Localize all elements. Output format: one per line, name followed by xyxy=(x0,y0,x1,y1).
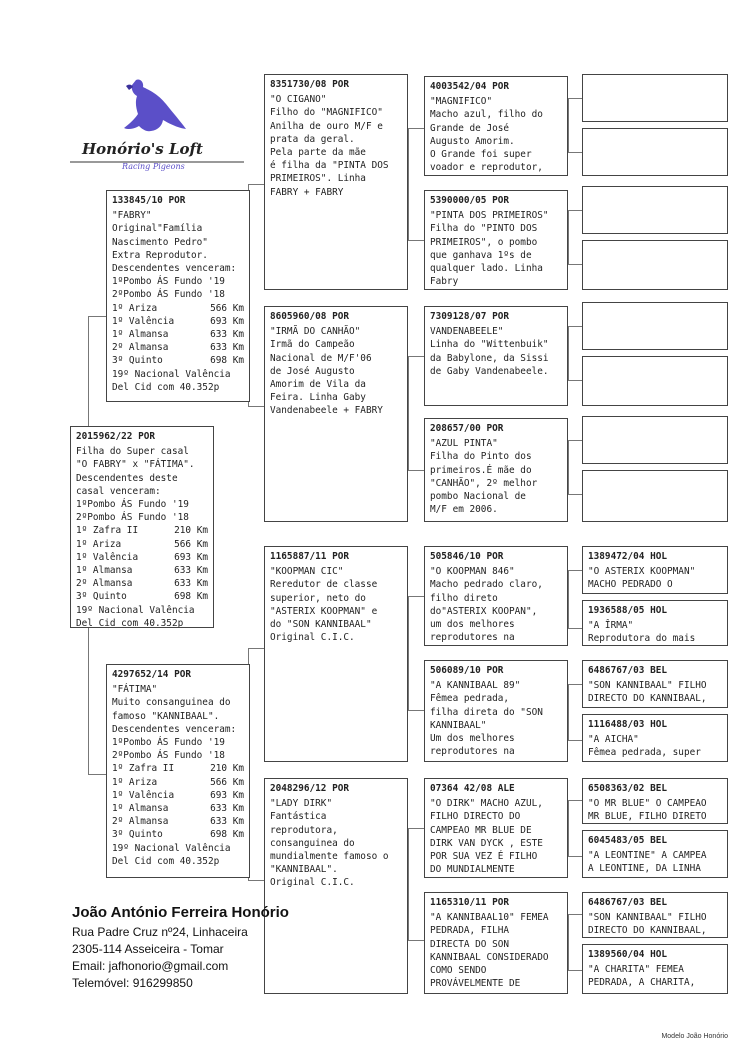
pedigree-notes: "A LEONTINE" A CAMPEA A LEONTINE, DA LINHA xyxy=(588,850,707,875)
connector-line xyxy=(568,494,582,495)
empty-ancestor-card xyxy=(582,416,728,464)
ring-number: 1389472/04 HOL xyxy=(588,551,668,562)
result-row: 1º Almansa 633 Km xyxy=(76,565,208,577)
ancestor-card xyxy=(582,600,728,646)
address-line: Rua Padre Cruz nº24, Linhaceira xyxy=(72,925,248,939)
ring-number: 506089/10 POR xyxy=(430,665,504,676)
empty-ancestor-card xyxy=(582,128,728,176)
result-row: 1º Almansa 633 Km xyxy=(112,803,244,815)
empty-ancestor-card xyxy=(582,356,728,406)
pedigree-notes: "A KANNIBAAL10" FEMEA PEDRADA, FILHA DIRECTA DO SON KANNIBAAL CONSIDERADO COMO SENDO PROVÁVELMENTE DE xyxy=(430,912,549,990)
ancestor-card xyxy=(582,546,728,594)
empty-ancestor-card xyxy=(582,240,728,290)
ring-number: 6045483/05 BEL xyxy=(588,835,668,846)
connector-line xyxy=(568,970,582,971)
ring-number: 6486767/03 BEL xyxy=(588,897,668,908)
template-credit: Modelo João Honório xyxy=(661,1033,728,1040)
connector-line xyxy=(568,210,582,211)
ring-number: 2015962/22 POR xyxy=(76,431,156,442)
pedigree-notes: "KOOPMAN CIC" Reredutor de classe superior, neto do "ASTERIX KOOPMAN" e do "SON KANNIBAAL" Original C.I.C. xyxy=(270,566,378,644)
pedigree-notes: "MAGNIFICO" Macho azul, filho do Grande de José Augusto Amorim. O Grande foi super voador e reprodutor, xyxy=(430,96,543,174)
loft-logo xyxy=(66,74,250,172)
result-row: 2º Almansa 633 Km xyxy=(76,578,208,590)
pedigree-notes: "A KANNIBAAL 89" Fêmea pedrada, filha direta do "SON KANNIBAAL" Um dos melhores reprodutores na xyxy=(430,680,543,758)
connector-line xyxy=(408,828,424,829)
connector-line xyxy=(408,828,409,940)
empty-ancestor-card xyxy=(582,186,728,234)
connector-line xyxy=(248,880,264,881)
ancestor-card xyxy=(582,892,728,938)
phone-text: Telemóvel: 916299850 xyxy=(72,976,193,990)
pedigree-notes: "A CHARITA" FEMEA PEDRADA, A CHARITA, xyxy=(588,964,696,989)
ancestor-card xyxy=(424,190,568,290)
ring-number: 4297652/14 POR xyxy=(112,669,192,680)
ring-number: 5390000/05 POR xyxy=(430,195,510,206)
ring-number: 8605960/08 POR xyxy=(270,311,350,322)
empty-ancestor-card xyxy=(582,470,728,522)
pedigree-notes: "O KOOPMAN 846" Macho pedrado claro, filho direto do"ASTERIX KOOPAN", um dos melhores reprodutores na xyxy=(430,566,543,644)
result-row: 1º Ariza 566 Km xyxy=(76,538,208,550)
connector-line xyxy=(88,316,106,317)
pedigree-notes: "LADY DIRK" Fantástica reprodutora, consanguinea do mundialmente famoso o "KANNIBAAL". Original C.I.C. xyxy=(270,798,389,889)
national-result: 19º Nacional Valência Del Cid com 40.352p xyxy=(76,604,195,628)
connector-line xyxy=(568,800,569,856)
national-result: 19º Nacional Valência Del Cid com 40.352p xyxy=(112,842,231,867)
ancestor-card xyxy=(582,830,728,878)
logo-title: Honório's Loft xyxy=(82,140,203,158)
connector-line xyxy=(568,98,582,99)
empty-ancestor-card xyxy=(582,302,728,350)
ring-number: 505846/10 POR xyxy=(430,551,504,562)
pedigree-notes: "SON KANNIBAAL" FILHO DIRECTO DO KANNIBAAL, xyxy=(588,912,707,937)
connector-line xyxy=(408,128,409,240)
connector-line xyxy=(88,316,89,426)
logo-subtitle: Racing Pigeons xyxy=(122,162,185,171)
ancestor-card xyxy=(582,944,728,994)
connector-line xyxy=(568,152,582,153)
ancestor-card xyxy=(582,660,728,708)
connector-line xyxy=(88,774,106,775)
connector-line xyxy=(408,128,424,129)
ancestor-card xyxy=(582,714,728,762)
grandparent-card xyxy=(264,74,408,290)
result-row: 1º Valência 693 Km xyxy=(112,315,244,327)
connector-line xyxy=(408,356,424,357)
grandparent-card xyxy=(264,546,408,762)
connector-line xyxy=(568,98,569,152)
pedigree-notes: "O ASTERIX KOOPMAN" MACHO PEDRADO O xyxy=(588,566,696,591)
ancestor-card xyxy=(424,306,568,406)
ring-number: 208657/00 POR xyxy=(430,423,504,434)
connector-line xyxy=(248,406,264,407)
ancestor-card xyxy=(424,778,568,878)
result-row: 3º Quinto 698 Km xyxy=(76,591,208,603)
ancestor-card xyxy=(424,76,568,176)
ring-number: 8351730/08 POR xyxy=(270,79,350,90)
subject-card xyxy=(70,426,214,628)
result-row: 3º Quinto 698 Km xyxy=(112,829,244,841)
connector-line xyxy=(568,570,569,628)
connector-line xyxy=(248,184,264,185)
empty-ancestor-card xyxy=(582,74,728,122)
connector-line xyxy=(568,264,582,265)
pedigree-notes: "A ÎRMA" Reprodutora do mais xyxy=(588,620,696,645)
connector-line xyxy=(568,210,569,264)
pedigree-notes: "O DIRK" MACHO AZUL, FILHO DIRECTO DO CAMPEAO MR BLUE DE DIRK VAN DYCK , ESTE POR SUA VEZ É FILHO DO MUNDIALMENTE xyxy=(430,798,543,876)
connector-line xyxy=(408,470,424,471)
connector-line xyxy=(568,800,582,801)
breeder-contact xyxy=(72,902,289,992)
pedigree-notes: "AZUL PINTA" Filha do Pinto dos primeiros.É mãe do "CANHÃO", 2º melhor pombo Nacional de M/F em 2006. xyxy=(430,438,538,516)
pedigree-notes: "A AICHA" Fêmea pedrada, super xyxy=(588,734,701,759)
ring-number: 4003542/04 POR xyxy=(430,81,510,92)
connector-line xyxy=(568,380,582,381)
ancestor-card xyxy=(424,546,568,646)
pedigree-notes: "SON KANNIBAAL" FILHO DIRECTO DO KANNIBAAL, xyxy=(588,680,707,705)
ring-number: 07364 42/08 ALE xyxy=(430,783,515,794)
ancestor-card xyxy=(424,892,568,994)
connector-line xyxy=(568,570,582,571)
ancestor-card xyxy=(424,660,568,762)
pedigree-notes: "IRMÃ DO CANHÃO" Irmã do Campeão Nacional de M/F'06 de José Augusto Amorim de Vila da Feira. Linha Gaby Vandenabeele + FABRY xyxy=(270,326,383,417)
result-row: 3º Quinto 698 Km xyxy=(112,355,244,367)
breeder-name: João António Ferreira Honório xyxy=(72,904,289,921)
result-row: 2º Almansa 633 Km xyxy=(112,816,244,828)
pedigree-notes: "O MR BLUE" O CAMPEAO MR BLUE, FILHO DIRETO xyxy=(588,798,707,823)
connector-line xyxy=(88,628,89,774)
ring-number: 7309128/07 POR xyxy=(430,311,510,322)
national-result: 19º Nacional Valência Del Cid com 40.352p xyxy=(112,368,231,393)
pedigree-notes: "O CIGANO" Filho do "MAGNIFICO" Anilha de ouro M/F e prata da geral. Pela parte da mãe é filha da "PINTA DOS PRIMEIROS". Linha FABRY + FABRY xyxy=(270,94,389,198)
ancestor-card xyxy=(424,418,568,522)
pedigree-notes: "FABRY" Original"Família Nascimento Pedro" Extra Reprodutor. Descendentes venceram: 1ºPombo ÁS Fundo '19 2ºPombo ÁS Fundo '18 xyxy=(112,210,237,301)
grandparent-card xyxy=(264,306,408,522)
ring-number: 133845/10 POR xyxy=(112,195,186,206)
ring-number: 1389560/04 HOL xyxy=(588,949,668,960)
connector-line xyxy=(408,596,424,597)
connector-line xyxy=(568,740,582,741)
ring-number: 6486767/03 BEL xyxy=(588,665,668,676)
pedigree-notes: "FÁTIMA" Muito consanguinea do famoso "KANNIBAAL". Descendentes venceram: 1ºPombo ÁS Fundo '19 2ºPombo ÁS Fundo '18 xyxy=(112,684,237,762)
ancestor-card xyxy=(582,778,728,824)
dam-card xyxy=(106,664,250,878)
connector-line xyxy=(568,856,582,857)
connector-line xyxy=(248,648,264,649)
email-text: Email: jafhonorio@gmail.com xyxy=(72,959,229,973)
ring-number: 1165310/11 POR xyxy=(430,897,510,908)
connector-line xyxy=(408,940,424,941)
connector-line xyxy=(568,914,582,915)
result-row: 1º Valência 693 Km xyxy=(112,789,244,801)
connector-line xyxy=(408,356,409,470)
ring-number: 1116488/03 HOL xyxy=(588,719,668,730)
connector-line xyxy=(568,914,569,970)
ring-number: 1165887/11 POR xyxy=(270,551,350,562)
result-row: 1º Valência 693 Km xyxy=(76,551,208,563)
connector-line xyxy=(568,440,569,494)
result-row: 1º Almansa 633 Km xyxy=(112,329,244,341)
pedigree-notes: "PINTA DOS PRIMEIROS" Filha do "PINTO DOS PRIMEIROS", o pombo que ganhava 1ºs de qualquer lado. Linha Fabry xyxy=(430,210,549,288)
pedigree-notes: VANDENABEELE" Linha do "Wittenbuik" da Babylone, da Sissi de Gaby Vandenabeele. xyxy=(430,326,549,377)
result-row: 1º Zafra II 210 Km xyxy=(112,763,244,775)
connector-line xyxy=(568,684,569,740)
connector-line xyxy=(408,596,409,710)
ring-number: 2048296/12 POR xyxy=(270,783,350,794)
connector-line xyxy=(568,326,582,327)
result-row: 1º Ariza 566 Km xyxy=(112,776,244,788)
ring-number: 6508363/02 BEL xyxy=(588,783,668,794)
connector-line xyxy=(568,326,569,380)
address-line: 2305-114 Asseiceira - Tomar xyxy=(72,942,224,956)
connector-line xyxy=(408,710,424,711)
connector-line xyxy=(408,240,424,241)
sire-card xyxy=(106,190,250,402)
connector-line xyxy=(568,628,582,629)
connector-line xyxy=(568,684,582,685)
result-row: 1º Ariza 566 Km xyxy=(112,302,244,314)
result-row: 2º Almansa 633 Km xyxy=(112,342,244,354)
pedigree-notes: Filha do Super casal "O FABRY" x "FÁTIMA". Descendentes deste casal venceram: 1ºPombo ÁS Fundo '19 2ºPombo ÁS Fundo '18 xyxy=(76,446,195,524)
result-row: 1º Zafra II 210 Km xyxy=(76,525,208,537)
connector-line xyxy=(568,440,582,441)
ring-number: 1936588/05 HOL xyxy=(588,605,668,616)
